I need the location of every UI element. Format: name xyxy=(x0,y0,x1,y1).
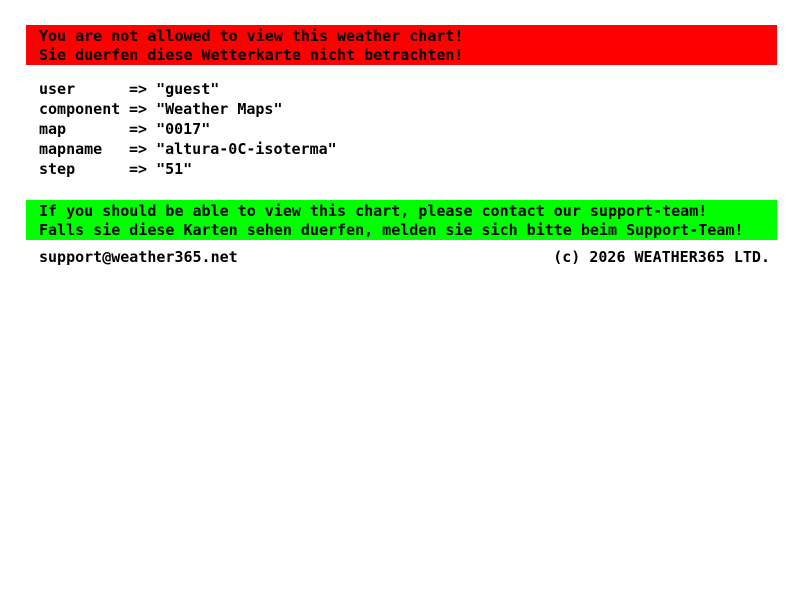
footer xyxy=(39,248,770,266)
detail-key: user xyxy=(39,80,76,98)
detail-key: component xyxy=(39,100,121,118)
support-email: support@weather365.net xyxy=(39,248,238,266)
detail-row-mapname xyxy=(39,139,337,159)
detail-row-component xyxy=(39,99,337,119)
detail-key: map xyxy=(39,120,67,138)
detail-row-map xyxy=(39,119,337,139)
detail-value: "Weather Maps" xyxy=(156,100,283,118)
detail-value: "altura-0C-isoterma" xyxy=(156,140,337,158)
detail-value: "0017" xyxy=(156,120,211,138)
support-line-de: Falls sie diese Karten sehen duerfen, melden sie sich bitte beim Support-Team! xyxy=(39,221,744,239)
arrow-symbol: => xyxy=(129,140,148,158)
detail-value: "guest" xyxy=(156,80,220,98)
access-denied-banner xyxy=(26,25,777,65)
arrow-symbol: => xyxy=(129,100,148,118)
detail-key: mapname xyxy=(39,140,103,158)
support-banner xyxy=(26,200,777,240)
access-denied-line-de: Sie duerfen diese Wetterkarte nicht betrachten! xyxy=(39,46,464,64)
detail-row-user xyxy=(39,79,337,99)
support-line-en: If you should be able to view this chart, please contact our support-team! xyxy=(39,202,708,220)
detail-key: step xyxy=(39,160,76,178)
detail-row-step xyxy=(39,159,337,179)
arrow-symbol: => xyxy=(129,160,148,178)
arrow-symbol: => xyxy=(129,120,148,138)
copyright-notice: (c) 2026 WEATHER365 LTD. xyxy=(553,248,770,266)
arrow-symbol: => xyxy=(129,80,148,98)
access-denied-line-en: You are not allowed to view this weather chart! xyxy=(39,27,464,45)
detail-value: "51" xyxy=(156,160,193,178)
request-details xyxy=(39,79,337,179)
